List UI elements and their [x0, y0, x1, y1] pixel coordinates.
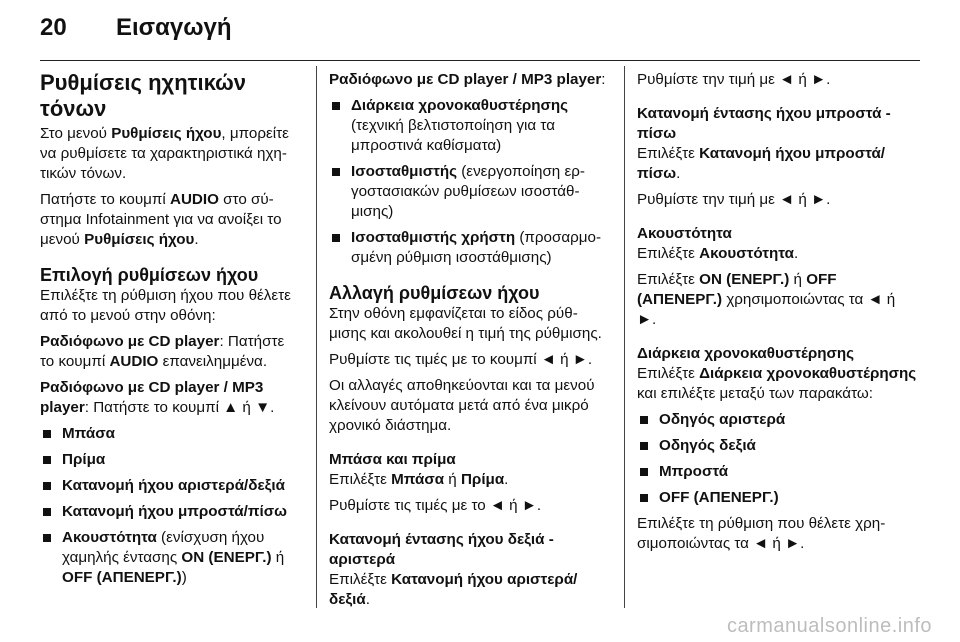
settings-list	[329, 96, 607, 268]
paragraph: Ρυθμίστε τις τιμές με το κουμπί ◄ ή ►.	[329, 351, 593, 368]
paragraph: Στο μενού Ρυθμίσεις ήχου, μπορείτε να ρυθμίσετε τα χαρακτηριστικά ηχητικών τόνων.	[40, 125, 289, 182]
paragraph: Επιλέξτε Ακουστότητα.	[637, 245, 799, 262]
paragraph: Οι αλλαγές αποθηκεύονται και τα μενού κλείνουν αυτόματα μετά από ένα μικρό χρονικό διάστημα.	[329, 377, 595, 434]
list-item: Οδηγός δεξιά	[637, 436, 917, 456]
paragraph: Επιλέξτε Κατανομή ήχου μπροστά/ πίσω.	[637, 145, 886, 182]
section-title: Ρυθμίσεις ηχητικών τόνων	[40, 70, 246, 121]
paragraph: Ραδιόφωνο με CD player: Πατήστε το κουμπί AUDIO επανειλημμένα.	[40, 333, 285, 370]
subsection-heading: Κατανομή έντασης ήχου δεξιά - αριστερά	[329, 531, 554, 568]
subsection-title: Αλλαγή ρυθμίσεων ήχου	[329, 283, 540, 303]
paragraph: Επιλέξτε τη ρύθμιση ήχου που θέλετε από το μενού στην οθόνη:	[40, 287, 291, 324]
subsection-heading: Μπάσα και πρίμα	[329, 451, 456, 468]
column-3	[637, 70, 917, 554]
page-header	[40, 14, 920, 56]
options-list	[637, 410, 917, 508]
column-divider	[316, 66, 317, 608]
column-2	[329, 70, 607, 610]
paragraph: Επιλέξτε Κατανομή ήχου αριστερά/ δεξιά.	[329, 571, 578, 608]
paragraph: Επιλέξτε τη ρύθμιση που θέλετε χρησιμοποιώντας τα ◄ ή ►.	[637, 515, 886, 552]
page-number: 20	[40, 14, 67, 41]
paragraph: Επιλέξτε Μπάσα ή Πρίμα.	[329, 471, 509, 488]
subsection-heading: Ακουστότητα	[637, 225, 732, 242]
list-item: Ακουστότητα (ενίσχυση ήχου χαμηλής έντασης ON (ΕΝΕΡΓ.) ή OFF (ΑΠΕΝΕΡΓ.))	[40, 528, 302, 588]
paragraph: Ρυθμίστε την τιμή με ◄ ή ►.	[637, 191, 831, 208]
list-item: Ισοσταθμιστής χρήστη (προσαρμοσμένη ρύθμιση ισοστάθμισης)	[329, 228, 607, 268]
list-item: Μπάσα	[40, 424, 302, 444]
chapter-title: Εισαγωγή	[116, 14, 232, 41]
list-item: Μπροστά	[637, 462, 917, 482]
list-item: Κατανομή ήχου μπροστά/πίσω	[40, 502, 302, 522]
paragraph: Ραδιόφωνο με CD player / MP3 player: Πατήστε το κουμπί ▲ ή ▼.	[40, 379, 275, 416]
column-1	[40, 70, 302, 588]
paragraph: Στην οθόνη εμφανίζεται το είδος ρύθμισης και ακολουθεί η τιμή της ρύθμισης.	[329, 305, 602, 342]
list-item: Ισοσταθμιστής (ενεργοποίηση εργοστασιακών ρυθμίσεων ισοστάθμισης)	[329, 162, 607, 222]
paragraph: Ρυθμίστε τις τιμές με το ◄ ή ►.	[329, 497, 542, 514]
paragraph: Ραδιόφωνο με CD player / MP3 player:	[329, 71, 606, 88]
paragraph: Ρυθμίστε την τιμή με ◄ ή ►.	[637, 71, 831, 88]
header-rule	[40, 60, 920, 61]
settings-list	[40, 424, 302, 588]
list-item: Διάρκεια χρονοκαθυστέρησης (τεχνική βελτιστοποίηση για τα μπροστινά καθίσματα)	[329, 96, 607, 156]
paragraph: Επιλέξτε Διάρκεια χρονοκαθυστέρησης και επιλέξτε μεταξύ των παρακάτω:	[637, 365, 917, 402]
paragraph: Επιλέξτε ON (ΕΝΕΡΓ.) ή OFF (ΑΠΕΝΕΡΓ.) χρησιμοποιώντας τα ◄ ή ►.	[637, 271, 896, 328]
list-item: Κατανομή ήχου αριστερά/δεξιά	[40, 476, 302, 496]
paragraph: Πατήστε το κουμπί AUDIO στο σύστημα Infotainment για να ανοίξει το μενού Ρυθμίσεις ήχου.	[40, 191, 282, 248]
list-item: OFF (ΑΠΕΝΕΡΓ.)	[637, 488, 917, 508]
list-item: Οδηγός αριστερά	[637, 410, 917, 430]
list-item: Πρίμα	[40, 450, 302, 470]
watermark: carmanualsonline.info	[726, 615, 932, 637]
subsection-title: Επιλογή ρυθμίσεων ήχου	[40, 265, 259, 285]
subsection-heading: Κατανομή έντασης ήχου μπροστά - πίσω	[637, 105, 891, 142]
subsection-heading: Διάρκεια χρονοκαθυστέρησης	[637, 345, 855, 362]
column-divider	[624, 66, 625, 608]
